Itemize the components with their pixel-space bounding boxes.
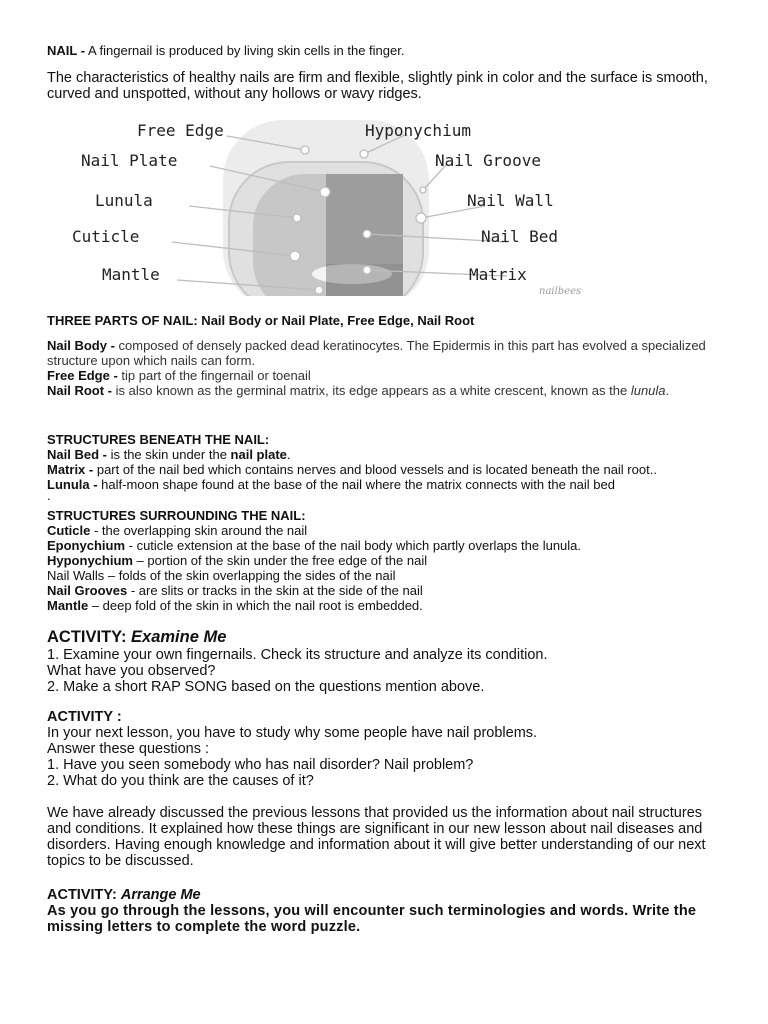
beneath-trailing: . bbox=[47, 488, 51, 503]
nail-definition bbox=[47, 43, 404, 58]
term: Hyponychium bbox=[47, 553, 133, 568]
def-text: part of the nail bed which contains nerves and blood vessels and is located beneath the nail root.. bbox=[93, 462, 657, 477]
activity2-line: In your next lesson, you have to study why some people have nail problems. bbox=[47, 725, 538, 741]
def-text: - cuticle extension at the base of the nail body which partly overlaps the lunula. bbox=[125, 538, 582, 553]
surrounding-item bbox=[47, 598, 727, 613]
activity3-label: ACTIVITY: bbox=[47, 887, 121, 903]
label-free-edge: Free Edge bbox=[137, 121, 224, 140]
summary-paragraph: We have already discussed the previous lessons that provided us the information about nail structures and conditions. It explained how these things are significant in our new lesson about nail diseases and disorders. Having enough knowledge and information about it will give better understanding of our next topics to be discussed. bbox=[47, 805, 706, 869]
surrounding-item bbox=[47, 538, 727, 553]
nail-term: NAIL - bbox=[47, 43, 86, 58]
term: Nail Grooves bbox=[47, 583, 128, 598]
label-nail-groove: Nail Groove bbox=[435, 151, 541, 170]
activity-arrange-me bbox=[47, 887, 737, 935]
activity1-title bbox=[47, 628, 727, 647]
term-free-edge: Free Edge - bbox=[47, 368, 118, 383]
activity2-line: 2. What do you think are the causes of it? bbox=[47, 773, 314, 789]
def-text: - the overlapping skin around the nail bbox=[90, 523, 308, 538]
def-text: - are slits or tracks in the skin at the side of the nail bbox=[127, 583, 423, 598]
def-text: tip part of the fingernail or toenail bbox=[117, 368, 311, 383]
term-nail-root: Nail Root - bbox=[47, 383, 112, 398]
activity2-label: ACTIVITY : bbox=[47, 709, 122, 725]
term: Lunula - bbox=[47, 477, 98, 492]
healthy-nails-paragraph: The characteristics of healthy nails are firm and flexible, slightly pink in color and the surface is smooth, curved and unspotted, without any hollows or wavy ridges. bbox=[47, 70, 708, 102]
label-lunula: Lunula bbox=[95, 191, 153, 210]
label-nail-wall: Nail Wall bbox=[467, 191, 554, 210]
def-text: composed of densely packed dead keratinocytes. The Epidermis in this part has evolved a specialized structure upon which nails can form. bbox=[47, 338, 706, 368]
term: Eponychium bbox=[47, 538, 126, 553]
activity2-line: Answer these questions : bbox=[47, 741, 210, 757]
beneath-item bbox=[47, 462, 737, 477]
surrounding-heading: STRUCTURES SURROUNDING THE NAIL: bbox=[47, 508, 306, 523]
structures-surrounding-section bbox=[47, 508, 727, 613]
def-nail-body bbox=[47, 338, 727, 368]
label-cuticle: Cuticle bbox=[72, 227, 140, 246]
term: Cuticle bbox=[47, 523, 91, 538]
surrounding-item bbox=[47, 583, 727, 598]
surrounding-item bbox=[47, 523, 727, 538]
lunula-italic: lunula bbox=[630, 383, 666, 398]
beneath-heading: STRUCTURES BENEATH THE NAIL: bbox=[47, 432, 270, 447]
diagram-watermark: nailbees bbox=[539, 286, 582, 296]
def-text: is the skin under the bbox=[106, 447, 231, 462]
term: Matrix - bbox=[47, 462, 94, 477]
activity3-instruction: As you go through the lessons, you will encounter such terminologies and words. Write the missing letters to complete the word puzzle. bbox=[47, 903, 697, 935]
def-end: . bbox=[665, 383, 670, 398]
nail-parts-definitions bbox=[47, 338, 727, 398]
beneath-item bbox=[47, 447, 737, 462]
activity-examine-me bbox=[47, 628, 727, 695]
activity1-line: 1. Examine your own fingernails. Check its structure and analyze its condition. bbox=[47, 647, 548, 663]
beneath-item bbox=[47, 477, 737, 492]
def-end: . bbox=[286, 447, 291, 462]
def-free-edge bbox=[47, 368, 727, 383]
activity1-line: What have you observed? bbox=[47, 663, 216, 679]
activity1-label: ACTIVITY: bbox=[47, 628, 132, 646]
nail-definition-text: A fingernail is produced by living skin cells in the finger. bbox=[85, 43, 405, 58]
activity3-name: Arrange Me bbox=[120, 887, 201, 903]
activity2-line: 1. Have you seen somebody who has nail disorder? Nail problem? bbox=[47, 757, 474, 773]
def-nail-root bbox=[47, 383, 727, 398]
def-text: – portion of the skin under the free edge of the nail bbox=[132, 553, 428, 568]
surrounding-item bbox=[47, 553, 727, 568]
term-nail-body: Nail Body - bbox=[47, 338, 115, 353]
def-text: half-moon shape found at the base of the nail where the matrix connects with the nail bed bbox=[97, 477, 615, 492]
def-text: is also known as the germinal matrix, its edge appears as a white crescent, known as the bbox=[112, 383, 631, 398]
activity1-line: 2. Make a short RAP SONG based on the questions mention above. bbox=[47, 679, 485, 695]
activity1-name: Examine Me bbox=[131, 628, 227, 646]
activity-nail-problems bbox=[47, 709, 727, 789]
label-nail-bed: Nail Bed bbox=[481, 227, 559, 246]
surrounding-item bbox=[47, 568, 727, 583]
activity3-title bbox=[47, 887, 737, 903]
def-text: – deep fold of the skin in which the nail root is embedded. bbox=[88, 598, 423, 613]
term: Nail Bed - bbox=[47, 447, 107, 462]
structures-beneath-section bbox=[47, 432, 737, 503]
label-nail-plate: Nail Plate bbox=[81, 151, 178, 170]
three-parts-heading: THREE PARTS OF NAIL: Nail Body or Nail Plate, Free Edge, Nail Root bbox=[47, 313, 475, 328]
label-matrix: Matrix bbox=[469, 265, 527, 284]
term: Mantle bbox=[47, 598, 89, 613]
nail-anatomy-diagram bbox=[67, 114, 657, 296]
bold-text: nail plate bbox=[230, 447, 287, 462]
label-mantle: Mantle bbox=[102, 265, 160, 284]
def-text: Nail Walls – folds of the skin overlapping the sides of the nail bbox=[47, 568, 396, 583]
label-hyponychium: Hyponychium bbox=[365, 121, 471, 140]
